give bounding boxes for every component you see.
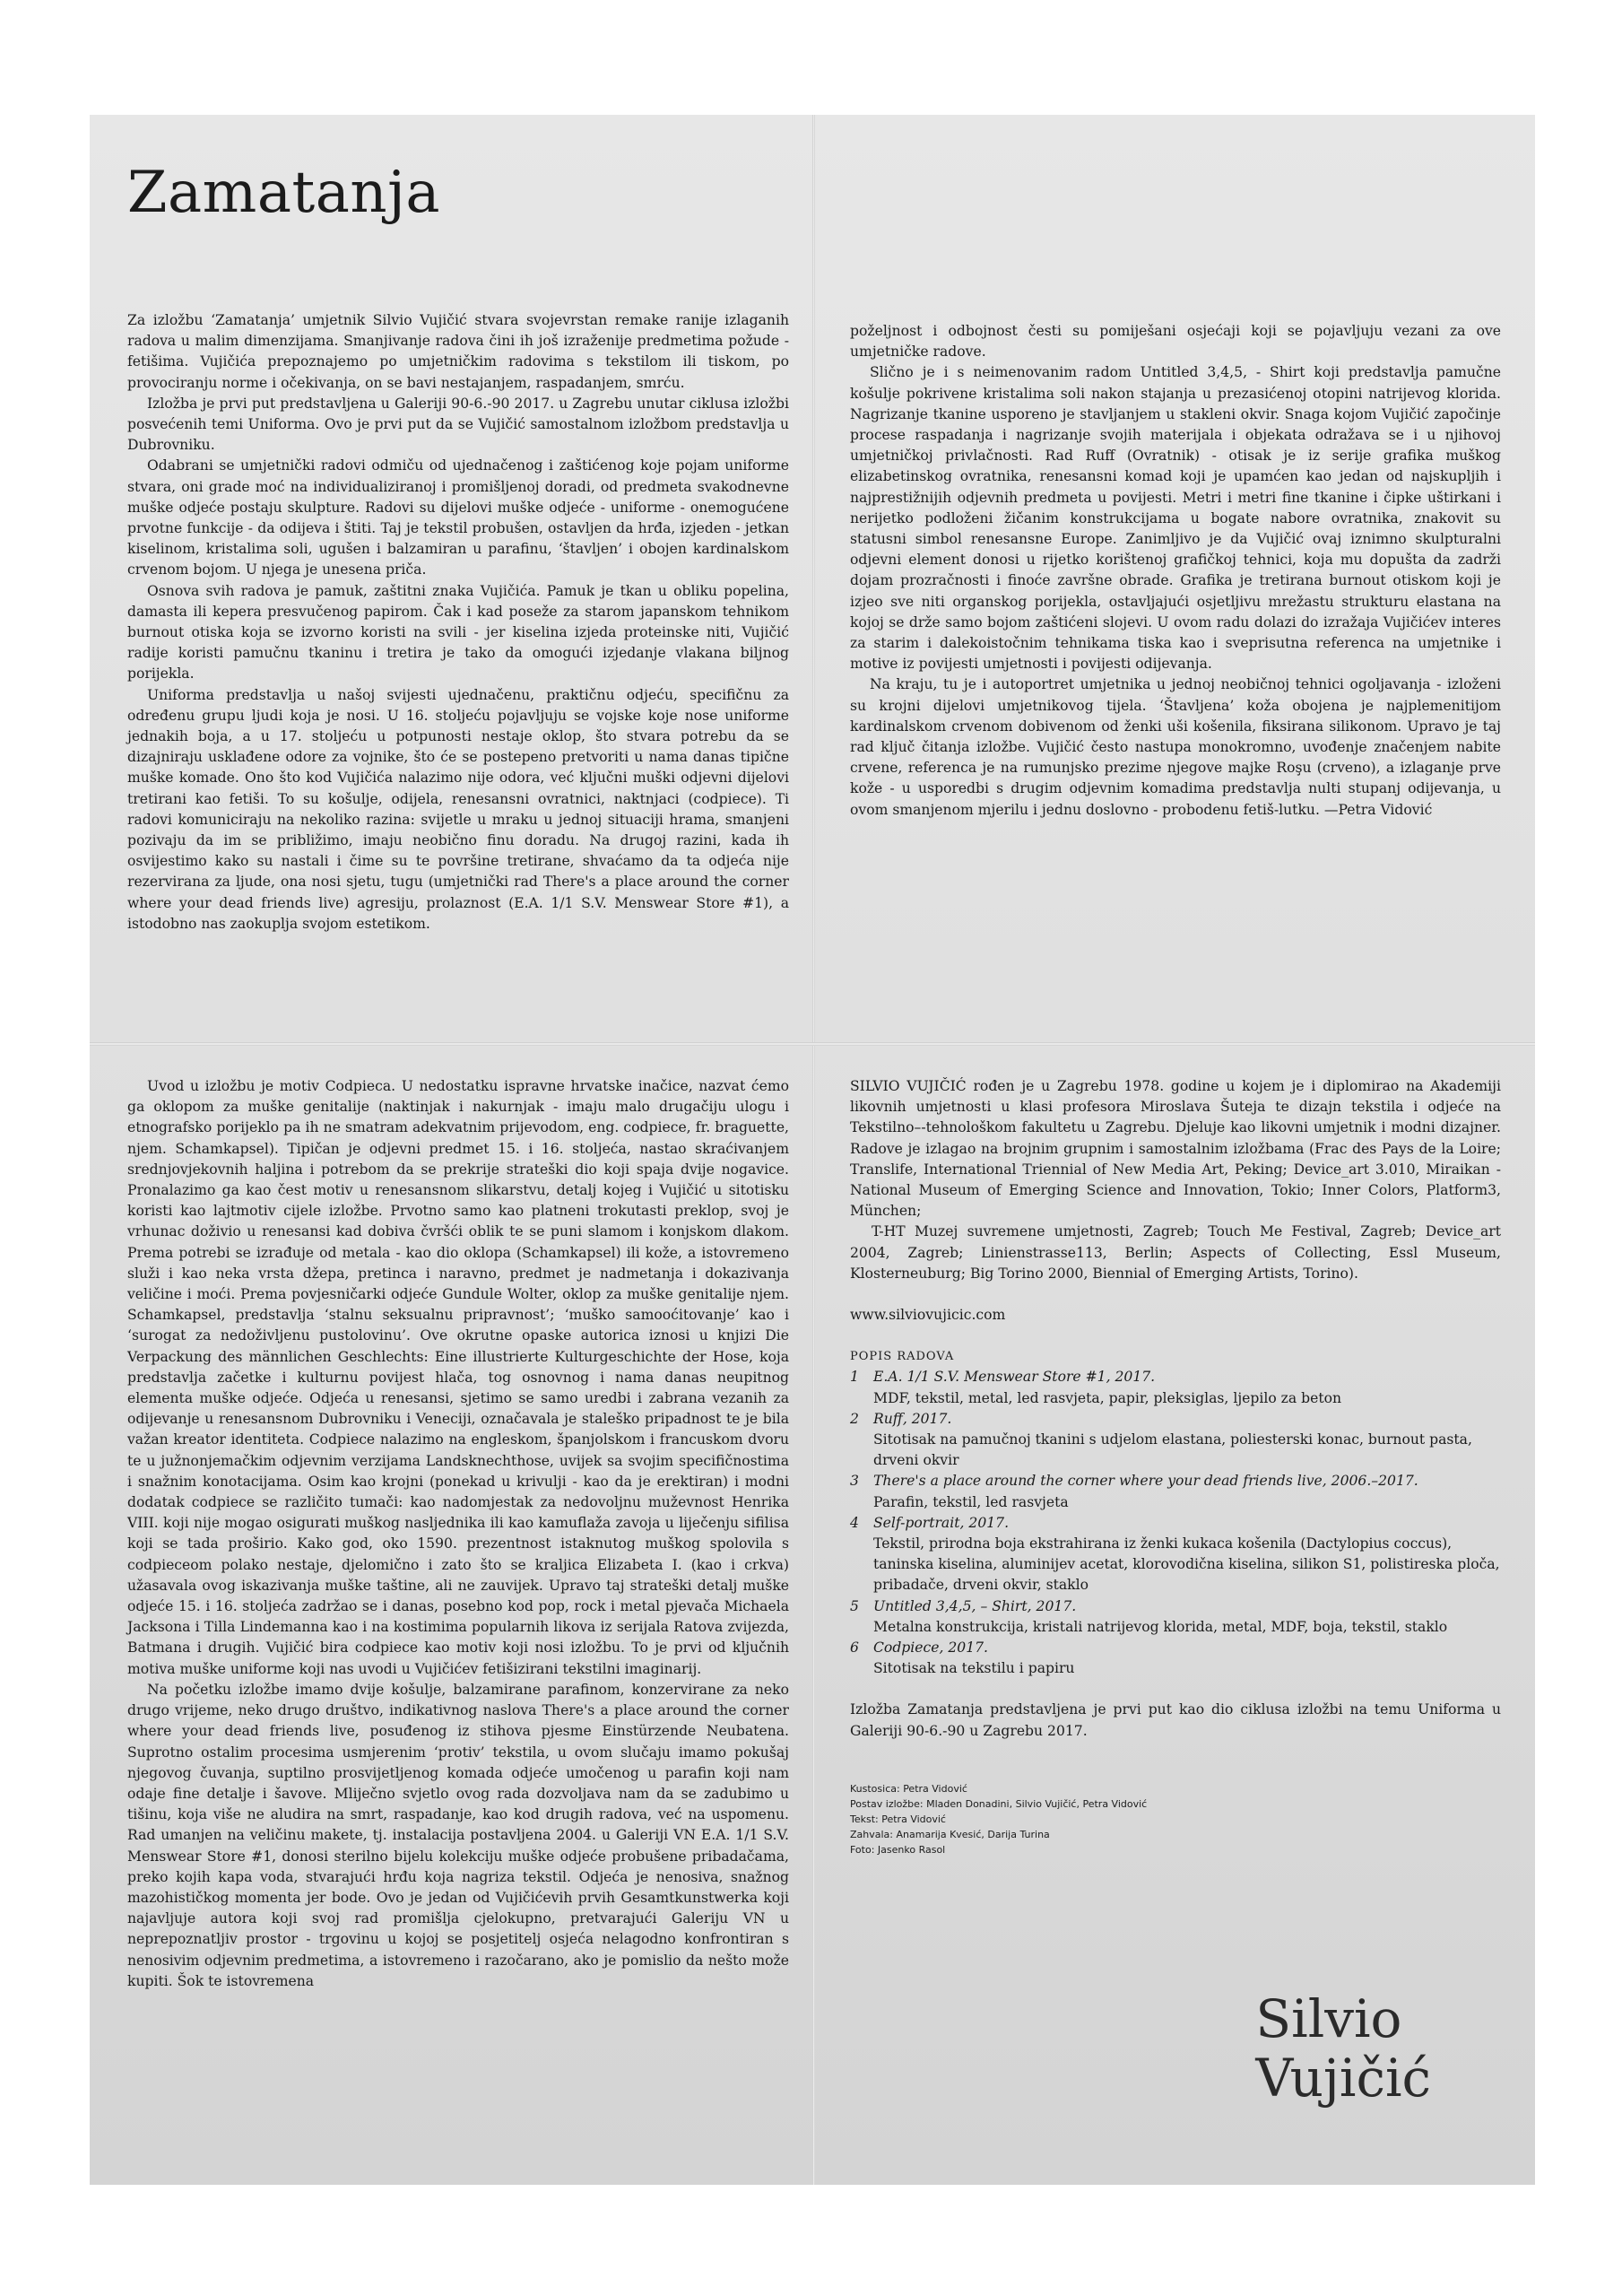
work-title: Ruff, 2017. (873, 1410, 952, 1427)
work-number: 5 (850, 1597, 859, 1614)
work-title: There's a place around the corner where your dead friends live, 2006.–2017. (873, 1473, 1418, 1490)
works-list (850, 1367, 1501, 1679)
work-title: Self-portrait, 2017. (873, 1514, 1010, 1531)
artist-last-name: Vujičić (1255, 2048, 1431, 2109)
horizontal-fold (90, 1042, 1535, 1046)
credit-line: Zahvala: Anamarija Kvesić, Darija Turina (850, 1828, 1050, 1840)
work-title: Codpiece, 2017. (873, 1639, 989, 1657)
paragraph: Osnova svih radova je pamuk, zaštitni znaka Vujičića. Pamuk je tkan u obliku popelina, damasta ili kepera presvučenog papirom. Čak i kad poseže za starom japanskom tehnikom burnout otiska koja se izvorno koristi na svili - jer kiselina izjeda proteinske niti, Vujičić radije koristi pamučnu tkaninu i tretira je tako da omogući izjedanje vlakana biljnog porijekla. (127, 582, 789, 683)
work-materials: Sitotisak na tekstilu i papiru (873, 1660, 1075, 1677)
work-item (850, 1513, 1501, 1596)
work-item (850, 1471, 1501, 1512)
works-list-title: POPIS RADOVA (850, 1350, 955, 1364)
credit-line: Tekst: Petra Vidović (850, 1813, 946, 1825)
paragraph: Na kraju, tu je i autoportret umjetnika u jednoj neobičnoj tehnici ogoljavanja - izloženi su krojni dijelovi umjetnikovog tijela. ‘Štavljena’ koža obojena je najplemenitijom kardinalskom crvenom dobivenom od ženki uši košenila, fiksirana silikonom. Upravo je taj rad ključ čitanja izložbe. Vujičić često nastupa monokromno, uvođenje značenjem nabite crvene, referenca je na rumunjsko prezime njegove majke Roşu (crveno), a izlaganje prve kože - u usporedbi s drugim odjevnim komadima predstavlja nulti stupanj odijevanja, u ovom smanjenom mjerilu i jednu doslovno - probodenu fetiš-lutku. —Petra Vidović (850, 676, 1501, 818)
website-link[interactable]: www.silviovujicic.com (850, 1307, 1006, 1324)
credit-line: Postav izložbe: Mladen Donadini, Silvio Vujičić, Petra Vidović (850, 1797, 1148, 1810)
work-materials: MDF, tekstil, metal, led rasvjeta, papir, pleksiglas, ljepilo za beton (873, 1389, 1342, 1406)
codpiece-essay-column (127, 1076, 789, 1992)
work-item (850, 1638, 1501, 1679)
work-materials: Tekstil, prirodna boja ekstrahirana iz ženki kukaca košenila (Dactylopius coccus), taninska kiselina, aluminijev acetat, klorovodična kiselina, silikon S1, polistireska ploča, pribadače, drveni okvir, staklo (873, 1535, 1500, 1594)
artist-bio: SILVIO VUJIČIĆ rođen je u Zagrebu 1978. godine u kojem je i diplomirao na Akademiji likovnih umjetnosti u klasi profesora Miroslava Šuteja te dizajn tekstila i odjeće na Tekstilno–-tehnološkom fakultetu u Zagrebu. Djeluje kao likovni umjetnik i modni dizajner. Radove je izlagao na brojnim grupnim i samostalnim izložbama (Frac des Pays de la Loire; Translife, International Triennial of New Media Art, Peking; Device_art 3.010, Miraikan - National Museum of Emerging Science and Innovation, Tokio; Inner Colors, Platform3, München; (850, 1078, 1501, 1220)
credit-line: Kustosica: Petra Vidović (850, 1782, 967, 1795)
artist-name (1255, 1989, 1431, 2108)
work-materials: Parafin, tekstil, led rasvjeta (873, 1493, 1069, 1510)
artist-first-name: Silvio (1255, 1988, 1402, 2049)
work-number: 6 (850, 1639, 859, 1657)
page-title: Zamatanja (127, 160, 441, 226)
intro-text-column (127, 310, 789, 935)
work-title: E.A. 1/1 S.V. Menswear Store #1, 2017. (873, 1369, 1156, 1386)
paragraph: Za izložbu ‘Zamatanja’ umjetnik Silvio Vujičić stvara svojevrstan remake ranije izlaganih radova u malim dimenzijama. Smanjivanje radova čini ih još izraženije predmetima požude - fetišima. Vujičića prepoznajemo po umjetničkim radovima s tekstilom ili tiskom, po provociranju norme i očekivanja, on se bavi nestajanjem, raspadanjem, smrću. (127, 312, 789, 391)
work-materials: Metalna konstrukcija, kristali natrijevog klorida, metal, MDF, boja, tekstil, staklo (873, 1618, 1448, 1635)
paragraph: poželjnost i odbojnost česti su pomiješani osjećaji koji se pojavljuju vezani za ove umjetničke radove. (850, 323, 1501, 361)
paragraph: Uvod u izložbu je motiv Codpieca. U nedostatku ispravne hrvatske inačice, nazvat ćemo ga oklopom za muške genitalije (naktinjak i nakurnjak - imaju malo drugačiju ulogu i etnografsko porijeklo pa ih ne smatram adekvatnim prijevodom, eng. codpiece, fr. braguette, njem. Schamkapsel). Tipičan je odjevni predmet 15. i 16. stoljeća, nastao skraćivanjem srednjovjekovnih haljina i potrebom da se prekrije strateški dio koji spaja dvije nogavice. Pronalazimo ga kao čest motiv u renesansnom slikarstvu, detalj kojeg i Vujičić u sitotisku koristi kao lajtmotiv cijele izložbe. Prvotno samo kao platneni trokutasti preklop, svoj je vrhunac doživio u renesansi kad dobiva čvršći oblik te se puni slamom i konjskom dlakom. Prema potrebi se izrađuje od metala - kao dio oklopa (Schamkapsel) ili kože, a istovremeno služi i kao neka vrsta džepa, pretinca i naravno, predmet je nadmetanja i dokazivanja veličine i moći. Prema povjesničarki odjeće Gundule Wolter, oklop za muške genitalije njem. Schamkapsel, predstavlja ‘stalnu seksualnu pripravnost’; ‘muško samooćitovanje’ kao i ‘surogat za nedoživljenu pustolovinu’. Ove okrutne opaske autorica iznosi u knjizi Die Verpackung des männlichen Geschlechts: Eine illustrierte Kulturgeschichte der Hose, koja predstavlja začetke i kulturnu povijest hlača, tog osnovnog i nama danas neupitnog elementa muške odjeće. Odjeća u renesansi, sjetimo se samo uredbi i zabrana vezanih za odijevanje u renesansnom Dubrovniku i Veneciji, označavala je staleško pripadnost te je bila važan kreator identiteta. Codpiece nalazimo na engleskom, španjolskom i francuskom dvoru te u južnonjemačkim odjevnim verzijama Landsknechthose, uvijek sa svojim specifičnostima i snažnim konotacijama. Osim kao krojni (ponekad u krivulji - kao da je erektiran) i modni dodatak codpiece se različito tumači: kao nadomjestak za nedovoljnu muževnost Henrika VIII. koji nije mogao osigurati muškog nasljednika ili kao kamuflaža zavoja u liječenju sifilisa koji se tada proširio. Kako god, oko 1590. prezentnost istaknutog muškog spolovila s codpieceom polako nestaje, djelomično i zato što se kraljica Elizabeta I. (kao i crkva) užasavala ovog iskazivanja muške taštine, ali ne zauvijek. Upravo taj strateški detalj muške odjeće 15. i 16. stoljeća zadržao se i danas, posebno kod pop, rock i metal pjevača Michaela Jacksona i Tilla Lindemanna kao i na kostimima popularnih likova iz serijala Ratova zvijezda, Batmana i drugih. Vujičić bira codpiece kao motiv koji nosi izložbu. To je prvi od ključnih motiva muške uniforme koji nas uvodi u Vujičićev fetišizirani tekstilni imaginarij. (127, 1078, 789, 1677)
paragraph: Odabrani se umjetnički radovi odmiču od ujednačenog i zaštićenog koje pojam uniforme stvara, oni grade moć na individualiziranoj i promišljenoj doradi, od predmeta svakodnevne muške odjeće postaju skulpture. Radovi su dijelovi muške odjeće - uniforme - onemogućene prvotne funkcije - da odijeva i štiti. Taj je tekstil probušen, ostavljen da hrđa, izjeden - jetkan kiselinom, kristalima soli, ugušen i balzamiran u parafinu, ‘štavljen’ i obojen kardinalskom crvenom bojom. U njega je unesena priča. (127, 457, 789, 578)
work-item (850, 1596, 1501, 1638)
paragraph: Slično je i s neimenovanim radom Untitled 3,4,5, - Shirt koji predstavlja pamučne košulje pokrivene kristalima soli nakon stajanja u prezasićenoj otopini natrijevog klorida. Nagrizanje tkanine usporeno je stavljanjem u stakleni okvir. Snaga kojom Vujičić započinje procese raspadanja i nagrizanje svojih materijala i objekata odražava se i u njihovoj umjetničkoj privlačnosti. Rad Ruff (Ovratnik) - otisak je iz serije grafika muškog elizabetinskog ovratnika, renesansni komad koji je upamćen kao jedan od najskupljih i najprestižnijih odjevnih predmeta u povijesti. Metri i metri fine tkanine i čipke uštirkani i nerijetko podloženi žičanim konstrukcijama u bogate nabore ovratnika, znakovit su statusni simbol renesansne Europe. Zanimljivo je da Vujičić ovaj iznimno skulpturalni odjevni element donosi u rijetko korištenoj grafičkoj tehnici, koja mu dopušta da zadrži dojam prozračnosti i finoće završne obrade. Grafika je tretirana burnout otiskom koji je izjeo sve niti organskog porijekla, ostavljajući osjetljivu mrežastu strukturu elastana na kojoj se drže samo bojom zaštićeni slojevi. U ovom radu dolazi do izražaja Vujičićev interes za starim i dalekoistočnim tehnikama tiska kao i sveprisutna referenca na umjetnike i motive iz povijesti umjetnosti i povijesti odijevanja. (850, 364, 1501, 673)
work-number: 4 (850, 1514, 859, 1531)
work-item (850, 1367, 1501, 1408)
work-number: 1 (850, 1369, 859, 1386)
artist-info-column (850, 1076, 1501, 1857)
paragraph: Izložba je prvi put predstavljena u Galeriji 90-6.-90 2017. u Zagrebu unutar ciklusa izložbi posvećenih temi Uniforma. Ovo je prvi put da se Vujičić samostalnom izložbom predstavlja u Dubrovniku. (127, 395, 789, 454)
paragraph: Na početku izložbe imamo dvije košulje, balzamirane parafinom, konzervirane za neko drugo vrijeme, neko drugo društvo, indikativnog naslova There's a place around the corner where your dead friends live, posuđenog iz stihova pjesme Einstürzende Neubatena. Suprotno ostalim procesima usmjerenim ‘protiv’ tekstila, u ovom slučaju imamo pokušaj njegovog čuvanja, suptilno prosvijetljenog komada odjeće umočenog u parafin koji nam odaje fine detalje i šavove. Mliječno svjetlo ovog rada dozvoljava nam da se zadubimo u tišinu, koja više ne aludira na smrt, raspadanje, kao kod drugih radova, već na uspomenu. Rad umanjen na veličinu makete, tj. instalacija postavljena 2004. u Galeriji VN E.A. 1/1 S.V. Menswear Store #1, donosi sterilno bijelu kolekciju muške odjeće probušene pribadačama, preko kojih kapa voda, stvarajući hrđu koja nagriza tekstil. Odjeća je nenosiva, snažnog mazohističkog momenta jer bode. Ovo je jedan od Vujičićevih prvih Gesamtkunstwerka koji najavljuje autora koji svoj rad promišlja cjelokupno, pretvarajući Galeriju VN u neprepoznatljiv prostor - trgovinu u kojoj se posjetitelj osjeća nelagodno konfrontiran s nenosivim odjevnim predmetima, a istovremeno i razočarano, ako je pomislio da nešto može kupiti. Šok te istovremena (127, 1681, 789, 1989)
work-title: Untitled 3,4,5, – Shirt, 2017. (873, 1597, 1077, 1614)
work-item (850, 1409, 1501, 1472)
work-number: 3 (850, 1473, 859, 1490)
artist-bio-continued: T-HT Muzej suvremene umjetnosti, Zagreb; Touch Me Festival, Zagreb; Device_art 2004, Zagreb; Linienstrasse113, Berlin; Aspects of Collecting, Essl Museum, Klosterneuburg; Big Torino 2000, Biennial of Emerging Artists, Torino). (850, 1223, 1501, 1282)
credit-line: Foto: Jasenko Rasol (850, 1843, 946, 1856)
vertical-fold (812, 115, 815, 2185)
work-materials: Sitotisak na pamučnoj tkanini s udjelom elastana, poliesterski konac, burnout pasta, drveni okvir (873, 1431, 1472, 1469)
paragraph: Uniforma predstavlja u našoj svijesti ujednačenu, praktičnu odjeću, specifičnu za određenu grupu ljudi koja je nosi. U 16. stoljeću pojavljuju se vojske koje nose uniforme jednakih boja, a u 17. stoljeću u potpunosti nestaje oklop, što stvara potrebu da se dizajniraju usklađene odore za vojnike, što će se postepeno pretvoriti u nama danas tipične muške komade. Ono što kod Vujičića nalazimo nije odora, već ključni muški odjevni dijelovi tretirani kao fetiši. To su košulje, odijela, renesansni ovratnici, naktnjaci (codpiece). Ti radovi komuniciraju na nekoliko razina: svijetle u mraku u jednoj situaciji hrama, smanjeni pozivaju da im se približimo, imaju neobično finu doradu. Na drugoj razini, kada ih osvijestimo kako su nastali i čime su te površine tretirane, shvaćamo da ta odjeća nije rezervirana za ljude, ona nosi sjetu, tugu (umjetnički rad There's a place around the corner where your dead friends live) agresiju, prolaznost (E.A. 1/1 S.V. Menswear Store #1), a istodobno nas zaokuplja svojom estetikom. (127, 686, 789, 932)
folded-poster (90, 115, 1535, 2185)
essay-continuation-column (850, 321, 1501, 821)
exhibition-note: Izložba Zamatanja predstavljena je prvi put kao dio ciklusa izložbi na temu Uniforma u Galeriji 90-6.-90 u Zagrebu 2017. (850, 1701, 1501, 1739)
credits (850, 1781, 1501, 1857)
work-number: 2 (850, 1410, 859, 1427)
